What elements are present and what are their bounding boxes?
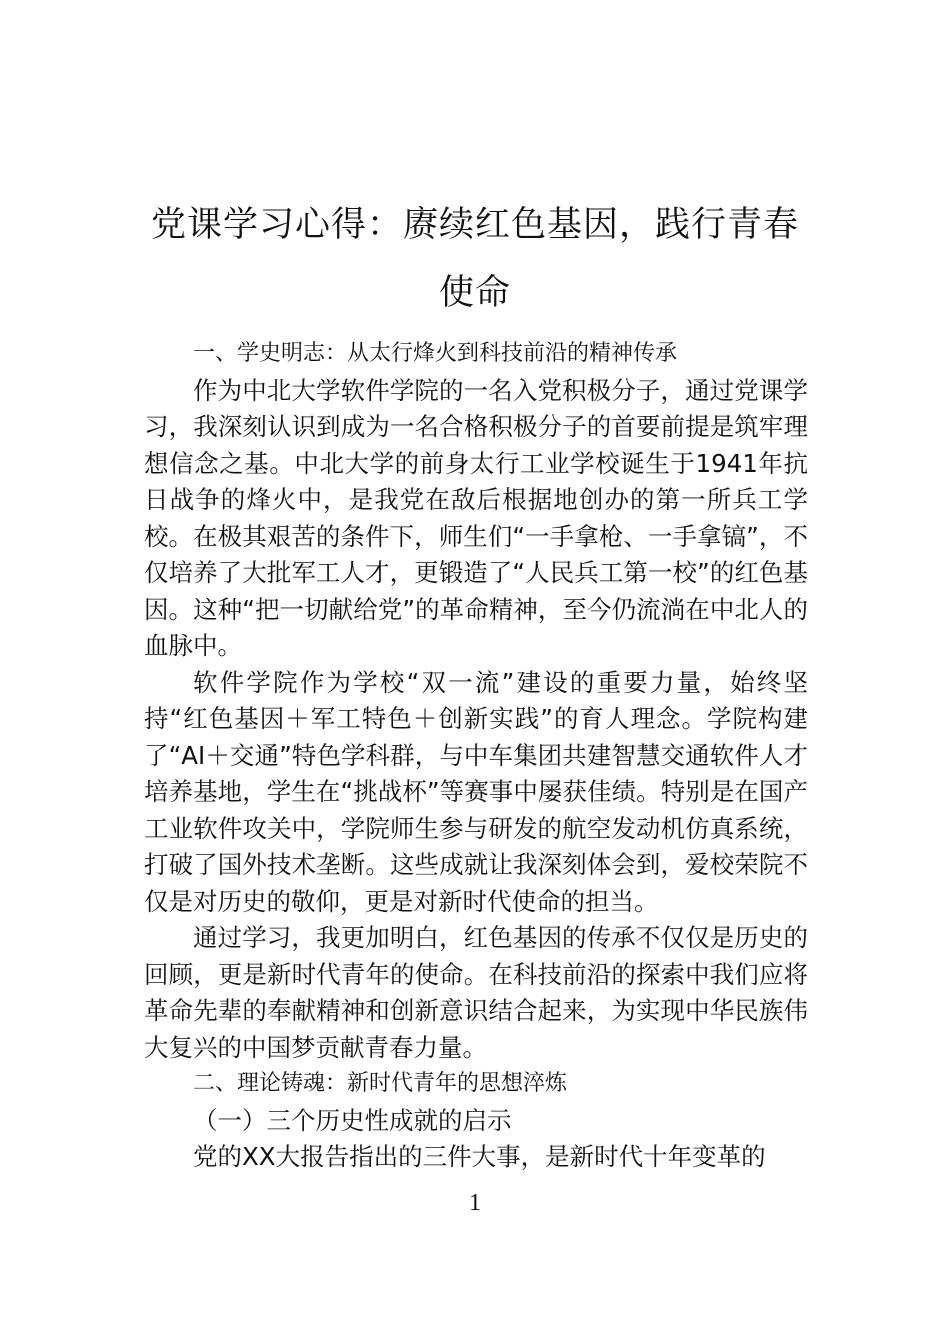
section-heading-2: 二、理论铸魂：新时代青年的思想淬炼 (193, 1071, 568, 1096)
section-heading-1: 一、学史明志：从太行烽火到科技前沿的精神传承 (193, 341, 678, 366)
paragraph: 通过学习，我更加明白，红色基因的传承不仅仅是历史的回顾，更是新时代青年的使命。在科技前沿的探索中我们应将革命先辈的奉献精神和创新意识结合起来，为实现中华民族伟大复兴的中国梦贡献青春力量。 (144, 923, 808, 1062)
paragraph: 党的XX大报告指出的三件大事，是新时代十年变革的 (193, 1142, 766, 1171)
page-number: 1 (469, 1190, 481, 1216)
paragraph: 作为中北大学软件学院的一名入党积极分子，通过党课学习，我深刻认识到成为一名合格积极分子的首要前提是筑牢理想信念之基。中北大学的前身太行工业学校诞生于1941年抗日战争的烽火中，是我党在敌后根据地创办的第一所兵工学校。在极其艰苦的条件下，师生们“一手拿枪、一手拿镐”，不仅培养了大批军工人才，更锻造了“人民兵工第一校”的红色基因。这种“把一切献给党”的革命精神，至今仍流淌在中北人的血脉中。 (144, 375, 808, 660)
document-body (144, 336, 808, 1176)
subsection-heading: （一）三个历史性成就的启示 (193, 1105, 512, 1135)
paragraph: 软件学院作为学校“双一流”建设的重要力量，始终坚持“红色基因＋军工特色＋创新实践”的育人理念。学院构建了“AI＋交通”特色学科群，与中车集团共建智慧交通软件人才培养基地，学生在“挑战杯”等赛事中屡获佳绩。特别是在国产工业软件攻关中，学院师生参与研发的航空发动机仿真系统，打破了国外技术垄断。这些成就让我深刻体会到，爱校荣院不仅是对历史的敬仰，更是对新时代使命的担当。 (144, 667, 808, 916)
document-title: 党课学习心得：赓续红色基因，践行青春使命 (150, 205, 799, 314)
